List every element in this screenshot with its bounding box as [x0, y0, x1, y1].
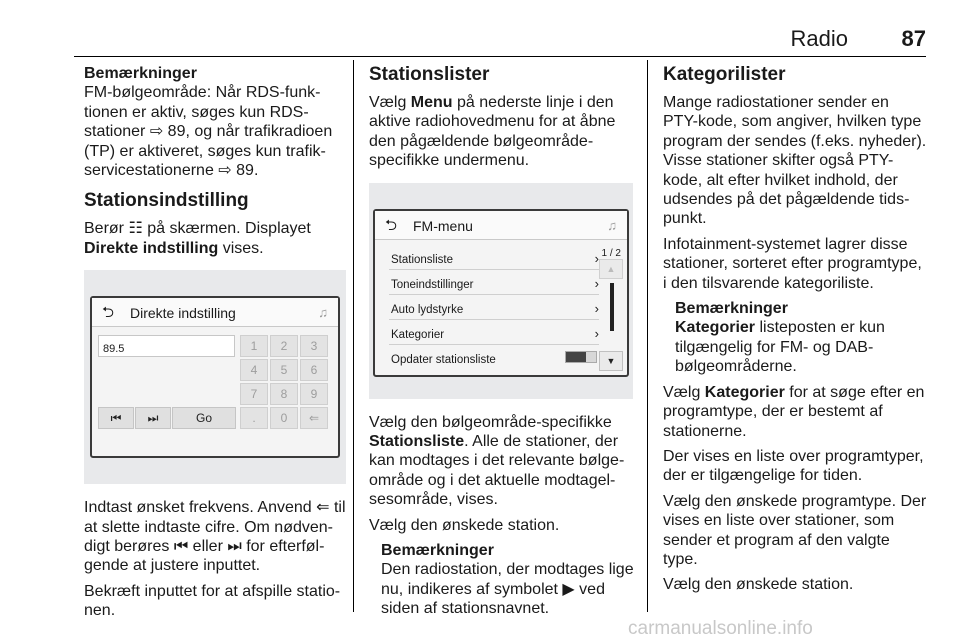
note-label: Bemærkninger: [84, 65, 197, 82]
text: for efterfølgende at justere inputtet.: [84, 538, 325, 575]
column-3: [663, 64, 928, 601]
watermark: carmanualsonline.info: [628, 618, 813, 639]
go-button[interactable]: Go: [172, 407, 236, 429]
note-block: [369, 541, 635, 619]
text: Vælg den bølgeområde-specifikke: [369, 413, 612, 431]
text: eller: [188, 538, 228, 556]
seek-forward-button[interactable]: [135, 407, 171, 429]
key-3[interactable]: 3: [300, 335, 328, 357]
backspace-key[interactable]: ⇐: [300, 407, 328, 429]
scrollbar[interactable]: [610, 283, 614, 331]
text: Indtast ønsket frekvens. Anvend: [84, 499, 317, 517]
text: på skærmen. Displayet: [142, 220, 311, 238]
menu-item-label: Auto lydstyrke: [391, 303, 464, 316]
term: Stationsliste: [369, 433, 465, 451]
note-block: [663, 299, 928, 377]
scroll-up-button[interactable]: ▲: [599, 259, 623, 279]
music-note-icon: ♫: [607, 217, 617, 233]
paragraph: [84, 219, 346, 258]
term: Direkte indstilling: [84, 239, 219, 257]
key-0[interactable]: 0: [270, 407, 298, 429]
key-7[interactable]: 7: [240, 383, 268, 405]
text: Vælg: [663, 383, 705, 401]
music-note-icon: ♫: [318, 305, 328, 321]
key-8[interactable]: 8: [270, 383, 298, 405]
paragraph: Vælg den ønskede station.: [663, 576, 854, 594]
menu-item-stationsliste[interactable]: [389, 245, 599, 270]
chevron-right-icon: ›: [594, 275, 599, 291]
text: til at slette indtaste cifre. Om nødvendigt berøres: [84, 499, 346, 556]
menu-item-label: Toneindstillinger: [391, 278, 474, 291]
menu-item-auto-lydstyrke[interactable]: [389, 295, 599, 320]
back-arrow-icon[interactable]: ⮌: [102, 304, 115, 322]
skip-back-icon: ⏮: [110, 410, 122, 425]
paragraph: [369, 93, 635, 171]
paragraph: Der vises en liste over programtyper, der er tilgængelige for tiden.: [663, 447, 924, 485]
page-indicator: 1 / 2: [601, 247, 621, 259]
skip-forward-icon: ⏭: [147, 410, 159, 425]
skip-forward-icon: ⏭: [227, 538, 242, 556]
chevron-right-icon: ›: [594, 300, 599, 316]
direct-tuning-screen: [90, 296, 340, 458]
key-dot[interactable]: .: [240, 407, 268, 429]
menu-item-label: Kategorier: [391, 328, 445, 341]
menu-item-toneindstillinger[interactable]: [389, 270, 599, 295]
frequency-input[interactable]: [98, 335, 235, 357]
term: Kategorier: [704, 383, 785, 401]
text: Vælg: [369, 94, 411, 111]
paragraph: [84, 498, 346, 576]
paragraph: [663, 383, 928, 441]
menu-item-opdater-stationsliste[interactable]: [389, 345, 599, 369]
key-5[interactable]: 5: [270, 359, 298, 381]
paragraph: Infotainment-systemet lagrer disse stationer, sorteret efter programtype, i den tilsvarende kategoriliste.: [663, 235, 922, 292]
menu-item-kategorier[interactable]: [389, 320, 599, 345]
term: Menu: [410, 94, 453, 111]
toggle-switch[interactable]: [565, 351, 597, 363]
note-text: listeposten er kun tilgængelig for FM- og DAB-bølgeområderne.: [675, 319, 885, 376]
screen-title: FM-menu: [413, 217, 473, 234]
back-arrow-icon[interactable]: ⮌: [385, 216, 398, 234]
page-title: Radio: [790, 26, 848, 51]
fm-menu-figure: [369, 183, 633, 399]
text: vises.: [218, 239, 264, 257]
paragraph: Vælg den ønskede station.: [369, 516, 560, 534]
section-heading: Stationsindstilling: [84, 190, 249, 212]
paragraph: Vælg den ønskede programtype. Der vises en liste over stationer, som sender et program af den valgte type.: [663, 492, 927, 568]
section-heading: Stationslister: [369, 64, 490, 85]
text: Berør: [84, 220, 129, 238]
tuning-icon: ☷: [128, 220, 143, 238]
seek-back-button[interactable]: [98, 407, 134, 429]
scroll-down-button[interactable]: ▼: [599, 351, 623, 371]
screen-header: [92, 298, 338, 327]
term: Kategorier: [675, 319, 756, 337]
column-divider: [647, 60, 648, 612]
backspace-icon: ⇐: [316, 499, 330, 517]
key-1[interactable]: 1: [240, 335, 268, 357]
key-9[interactable]: 9: [300, 383, 328, 405]
note-text: FM-bølgeområde: Når RDS-funktionen er aktiv, søges kun RDS-stationer ⇨ 89, og når trafikradioen (TP) er aktiveret, søges kun trafikservicestationerne ⇨ 89.: [84, 84, 333, 180]
paragraph: [369, 413, 635, 510]
text: på nederste linje i den aktive radiohovedmenu for at åbne den pågældende bølgeområde-specifikke undermenu.: [369, 94, 616, 170]
screen-title: Direkte indstilling: [130, 305, 236, 322]
key-6[interactable]: 6: [300, 359, 328, 381]
key-2[interactable]: 2: [270, 335, 298, 357]
menu-item-label: Stationsliste: [391, 253, 454, 266]
section-heading: Kategorilister: [663, 64, 786, 85]
toggle-fill: [566, 352, 586, 362]
column-1: [84, 64, 346, 627]
chevron-right-icon: ›: [594, 250, 599, 266]
screen-header: [375, 211, 627, 240]
frequency-value: 89.5: [103, 343, 125, 356]
key-4[interactable]: 4: [240, 359, 268, 381]
text: . Alle de stationer, der kan modtages i det relevante bølgeområde og i det aktuelle modtagelsesområde, vises.: [369, 433, 625, 509]
chevron-right-icon: ›: [594, 325, 599, 341]
column-divider: [353, 60, 354, 612]
paragraph: Bekræft inputtet for at afspille stationen.: [84, 582, 341, 620]
paragraph: Mange radiostationer sender en PTY-kode, som angiver, hvilken type program der sendes (f.eks. nyheder). Visse stationer skifter også PTY-kode, alt efter hvilket indhold, der udsendes på det pågældende tidspunkt.: [663, 94, 927, 228]
note-block: [84, 64, 346, 180]
page-number: 87: [901, 26, 926, 51]
skip-back-icon: ⏮: [173, 538, 189, 556]
menu-item-label: Opdater stationsliste: [391, 353, 496, 366]
note-label: Bemærkninger: [675, 300, 788, 318]
page-header: [74, 22, 926, 57]
fm-menu-screen: [373, 209, 629, 377]
text: for at søge efter en programtype, der er bestemt af stationerne.: [663, 383, 925, 440]
direct-tuning-figure: [84, 270, 346, 484]
column-2: [369, 64, 635, 625]
note-label: Bemærkninger: [381, 542, 494, 560]
note-text: Den radiostation, der modtages lige nu, indikeres af symbolet ▶ ved siden af stationsnavnet.: [381, 561, 634, 618]
